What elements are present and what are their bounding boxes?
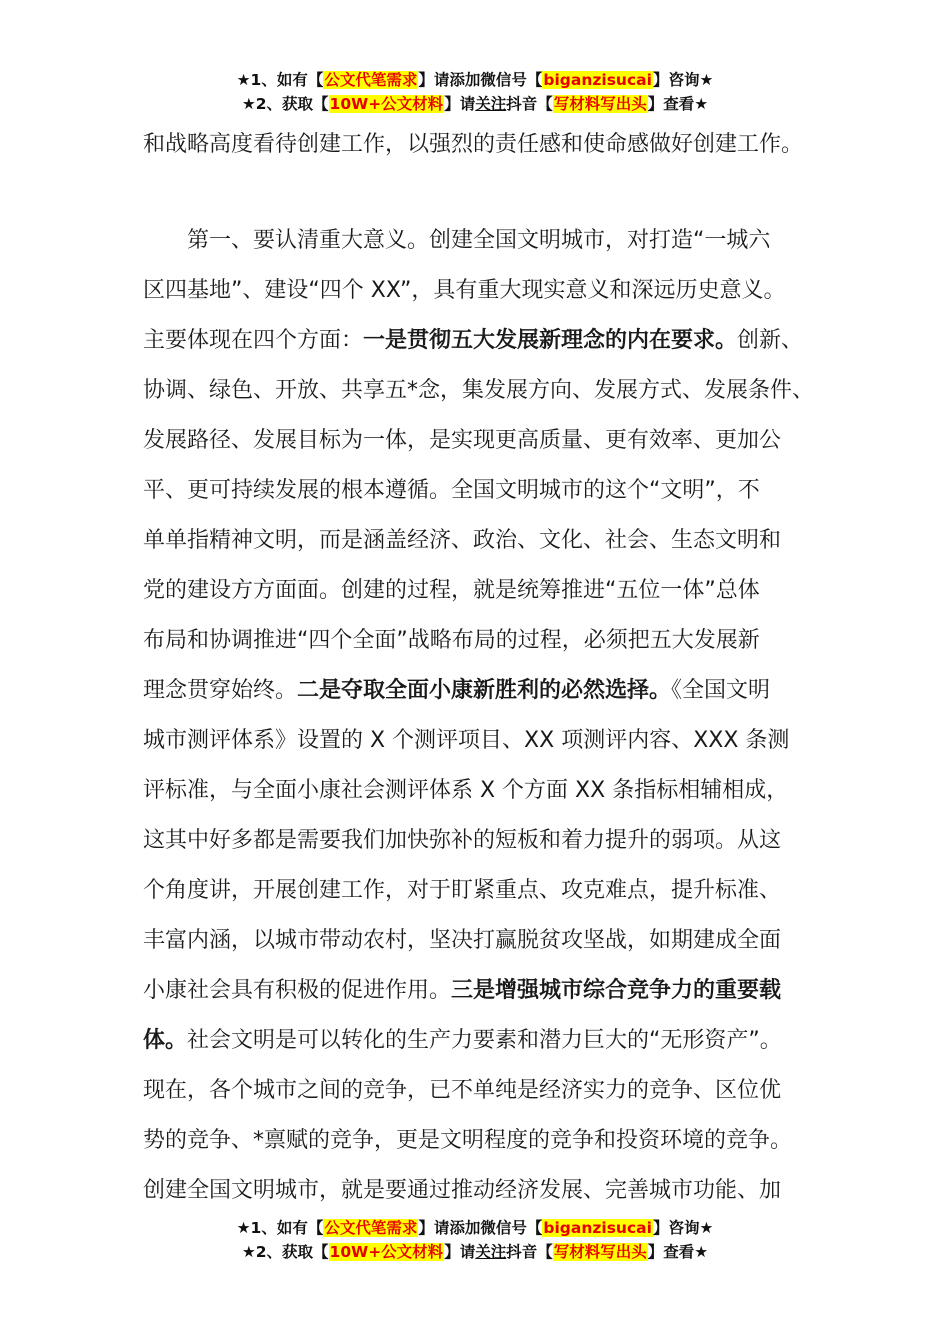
text-line: 丰富内涵，以城市带动农村，坚决打赢脱贫攻坚战，如期建成全面 [143, 928, 782, 953]
highlight-materials: 10W+公文材料 [329, 95, 444, 113]
promo-line-2: ★2、获取【10W+公文材料】请关注抖音【写材料写出头】查看★ [241, 1243, 709, 1261]
promo-line-1: ★1、如有【公文代笔需求】请添加微信号【biganzisucai】咨询★ [236, 1219, 714, 1237]
text-line: 这其中好多都是需要我们加快弥补的短板和着力提升的弱项。从这 [143, 828, 782, 853]
text-line: 单单指精神文明，而是涵盖经济、政治、文化、社会、生态文明和 [143, 528, 782, 553]
text-line: 现在，各个城市之间的竞争，已不单纯是经济实力的竞争、区位优 [143, 1078, 782, 1103]
highlight-writing-service: 公文代笔需求 [324, 71, 418, 89]
highlight-materials: 10W+公文材料 [329, 1243, 444, 1261]
text-line: 区四基地”、建设“四个 XX”，具有重大现实意义和深远历史意义。 [143, 278, 786, 303]
text-line: 协调、绿色、开放、共享五*念，集发展方向、发展方式、发展条件、 [143, 378, 815, 403]
text-line: 体。社会文明是可以转化的生产力要素和潜力巨大的“无形资产”。 [143, 1028, 782, 1053]
text-line: 创建全国文明城市，就是要通过推动经济发展、完善城市功能、加 [143, 1178, 782, 1203]
text-line: 小康社会具有积极的促进作用。三是增强城市综合竞争力的重要载 [143, 978, 782, 1003]
text-line: 理念贯穿始终。二是夺取全面小康新胜利的必然选择。《全国文明 [143, 678, 771, 703]
highlight-douyin-account: 写材料写出头 [553, 1243, 647, 1261]
text-line: 个角度讲，开展创建工作，对于盯紧重点、攻克难点，提升标准、 [143, 878, 782, 903]
highlight-douyin-account: 写材料写出头 [553, 95, 647, 113]
highlight-wechat-id: biganzisucai [543, 1219, 652, 1237]
text-line: 评标准，与全面小康社会测评体系 X 个方面 XX 条指标相辅相成， [143, 778, 789, 803]
text-line: 城市测评体系》设置的 X 个测评项目、XX 项测评内容、XXX 条测 [143, 728, 790, 753]
highlight-writing-service: 公文代笔需求 [324, 1219, 418, 1237]
bold-point-three: 三是增强城市综合竞争力的重要载 [451, 978, 782, 1003]
text-line: 布局和协调推进“四个全面”战略布局的过程，必须把五大发展新 [143, 628, 760, 653]
text-line: 党的建设方方面面。创建的过程，就是统筹推进“五位一体”总体 [143, 578, 760, 603]
bold-point-two: 二是夺取全面小康新胜利的必然选择。 [297, 678, 672, 703]
promo-line-2: ★2、获取【10W+公文材料】请关注抖音【写材料写出头】查看★ [241, 95, 709, 113]
promo-banner-bottom [0, 1216, 950, 1264]
promo-line-1: ★1、如有【公文代笔需求】请添加微信号【biganzisucai】咨询★ [236, 71, 714, 89]
text-line: 和战略高度看待创建工作，以强烈的责任感和使命感做好创建工作。 [143, 132, 804, 157]
promo-banner-top [0, 68, 950, 116]
paragraph-gap [143, 170, 823, 216]
text-line: 平、更可持续发展的根本遵循。全国文明城市的这个“文明”，不 [143, 478, 760, 503]
document-body [143, 120, 823, 1216]
highlight-wechat-id: biganzisucai [543, 71, 652, 89]
bold-point-three-end: 体。 [143, 1028, 188, 1053]
text-line: 主要体现在四个方面：一是贯彻五大发展新理念的内在要求。创新、 [143, 328, 804, 353]
text-line: 第一、要认清重大意义。创建全国文明城市，对打造“一城六 [187, 228, 771, 253]
underlined-follow: 关注 [475, 1243, 507, 1261]
bold-point-one: 一是贯彻五大发展新理念的内在要求。 [363, 328, 738, 353]
text-line: 势的竞争、*禀赋的竞争，更是文明程度的竞争和投资环境的竞争。 [143, 1128, 793, 1153]
underlined-follow: 关注 [475, 95, 507, 113]
text-line: 发展路径、发展目标为一体，是实现更高质量、更有效率、更加公 [143, 428, 782, 453]
